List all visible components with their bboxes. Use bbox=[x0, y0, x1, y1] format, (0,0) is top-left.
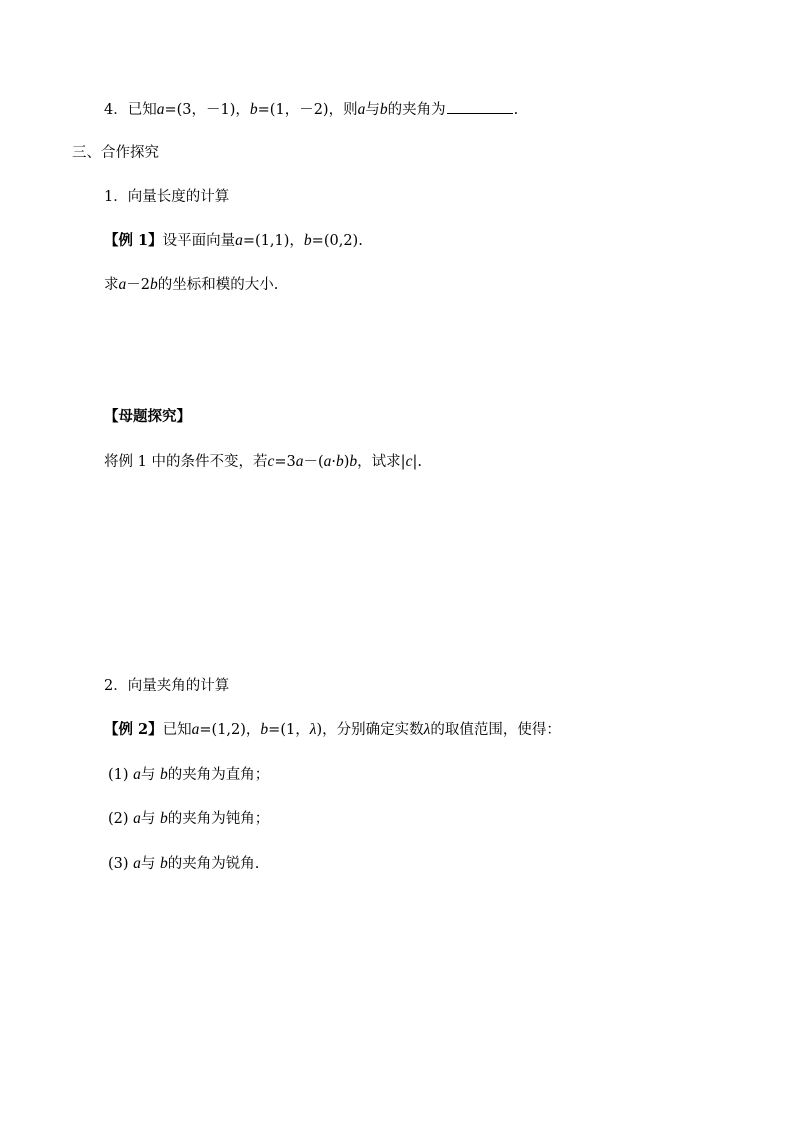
vector-b: b bbox=[160, 810, 168, 827]
problem-text: · bbox=[331, 454, 336, 470]
example-text: 的取值范围，使得： bbox=[430, 722, 561, 738]
example-text: 求 bbox=[104, 277, 119, 293]
section-title bbox=[72, 144, 159, 162]
vector-c: c bbox=[267, 453, 275, 470]
vector-a: a bbox=[357, 101, 366, 118]
subsection-title-text: 2．向量夹角的计算 bbox=[104, 678, 230, 694]
problem-text: ) bbox=[343, 454, 350, 470]
mother-problem-title bbox=[104, 408, 191, 426]
subsection-title bbox=[104, 677, 229, 695]
vector-a: a bbox=[156, 101, 165, 118]
item-text: 的夹角为钝角； bbox=[167, 811, 270, 827]
vector-b: b bbox=[249, 101, 258, 118]
item-text: 与 bbox=[140, 811, 156, 827]
vector-a: a bbox=[133, 766, 141, 783]
example-1-question bbox=[104, 276, 278, 294]
example-2 bbox=[104, 721, 561, 739]
list-item bbox=[108, 855, 259, 873]
vector-b: b bbox=[349, 453, 358, 470]
vector-b: b bbox=[379, 101, 388, 118]
example-text: =(0,2). bbox=[311, 233, 363, 249]
example-label: 【例 1】 bbox=[104, 232, 163, 249]
vector-a: a bbox=[323, 453, 332, 470]
list-item bbox=[108, 766, 269, 784]
vector-a: a bbox=[295, 453, 304, 470]
vector-b: b bbox=[149, 276, 158, 293]
vector-c: c bbox=[405, 453, 413, 470]
vector-b: b bbox=[160, 766, 168, 783]
question-text: 与 bbox=[365, 102, 380, 118]
item-number: (2) bbox=[108, 811, 129, 827]
question-4 bbox=[104, 99, 518, 119]
item-text: 的夹角为锐角. bbox=[167, 856, 260, 872]
problem-text: 将例 1 中的条件不变，若 bbox=[104, 454, 268, 470]
lambda-symbol: λ bbox=[423, 721, 431, 738]
answer-blank[interactable] bbox=[447, 99, 513, 114]
vector-b: b bbox=[160, 855, 168, 872]
mother-problem-label: 【母题探究】 bbox=[104, 408, 191, 425]
item-number: (3) bbox=[108, 856, 129, 872]
problem-text: |. bbox=[412, 454, 422, 470]
list-item bbox=[108, 810, 269, 828]
vector-a: a bbox=[133, 810, 141, 827]
question-text: 的夹角为 bbox=[387, 102, 446, 118]
example-text: =(1， bbox=[268, 722, 310, 738]
vector-b: b bbox=[260, 721, 269, 738]
vector-a: a bbox=[191, 721, 200, 738]
subsection-title bbox=[104, 188, 229, 206]
question-text: =(1，－2)，则 bbox=[257, 102, 358, 118]
question-number: 4． bbox=[104, 102, 128, 118]
question-text: =(3，－1)， bbox=[164, 102, 250, 118]
example-text: 的坐标和模的大小. bbox=[157, 277, 279, 293]
mother-problem-question bbox=[104, 453, 422, 471]
example-label: 【例 2】 bbox=[104, 721, 163, 738]
subsection-title-text: 1．向量长度的计算 bbox=[104, 189, 230, 205]
question-text: 已知 bbox=[127, 102, 157, 118]
vector-a: a bbox=[118, 276, 127, 293]
vector-a: a bbox=[235, 232, 243, 249]
vector-a: a bbox=[133, 855, 141, 872]
example-text: －2 bbox=[126, 277, 150, 293]
example-1 bbox=[104, 232, 363, 250]
item-number: (1) bbox=[108, 767, 129, 783]
example-text: 设平面向量 bbox=[162, 233, 236, 249]
problem-text: －( bbox=[303, 454, 324, 470]
vector-b: b bbox=[303, 232, 312, 249]
example-text: )，分别确定实数 bbox=[316, 722, 424, 738]
section-title-text: 三、合作探究 bbox=[72, 145, 159, 161]
example-text: =(1,2)， bbox=[199, 722, 261, 738]
problem-text: ，试求| bbox=[357, 454, 406, 470]
item-text: 与 bbox=[140, 856, 156, 872]
vector-b: b bbox=[336, 453, 344, 470]
problem-text: =3 bbox=[274, 454, 296, 470]
question-text: . bbox=[513, 102, 519, 118]
example-text: =(1,1)， bbox=[242, 233, 304, 249]
item-text: 的夹角为直角； bbox=[167, 767, 270, 783]
lambda-symbol: λ bbox=[309, 721, 317, 738]
example-text: 已知 bbox=[162, 722, 192, 738]
item-text: 与 bbox=[140, 767, 156, 783]
